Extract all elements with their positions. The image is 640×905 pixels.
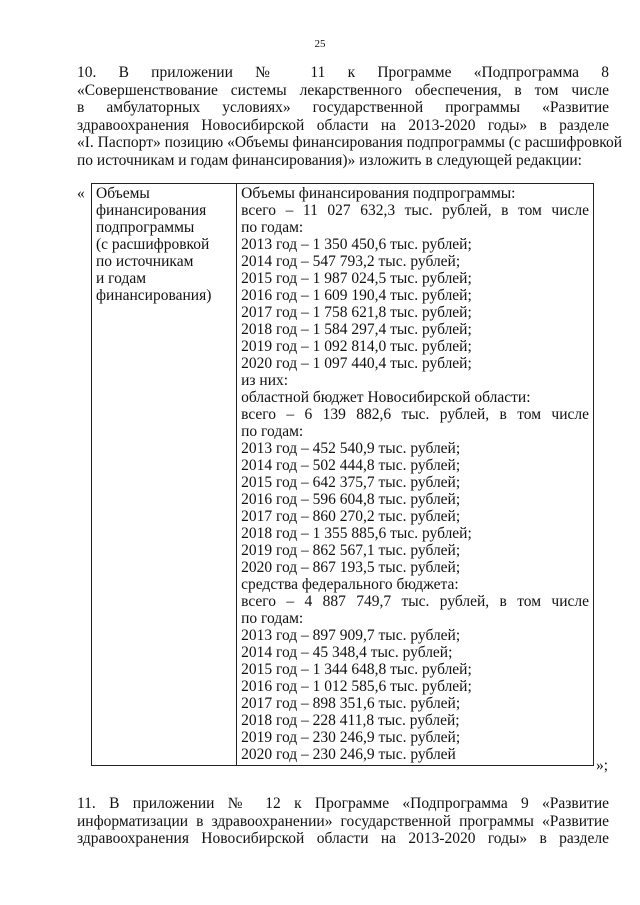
value-line: 2020 год – 230 246,9 тыс. рублей xyxy=(241,746,456,763)
value-line: средства федерального бюджета: xyxy=(241,576,459,593)
value-line: 2019 год – 862 567,1 тыс. рублей; xyxy=(241,542,461,559)
value-line: 2017 год – 1 758 621,8 тыс. рублей; xyxy=(241,304,472,321)
value-line: всего – 6 139 882,6 тыс. рублей, в том числе xyxy=(241,406,589,423)
value-line: 2013 год – 452 540,9 тыс. рублей; xyxy=(241,440,461,457)
paragraph-11 xyxy=(77,795,609,848)
value-line: 2014 год – 45 348,4 тыс. рублей; xyxy=(241,644,453,661)
value-line: 2014 год – 547 793,2 тыс. рублей; xyxy=(241,253,461,270)
value-line: 2020 год – 1 097 440,4 тыс. рублей; xyxy=(241,355,472,372)
value-line: 2020 год – 867 193,5 тыс. рублей; xyxy=(241,559,461,576)
value-line: по годам: xyxy=(241,219,304,236)
passport-table xyxy=(91,183,594,766)
value-line: Объемы финансирования подпрограммы: xyxy=(241,185,516,202)
value-line: 2015 год – 1 987 024,5 тыс. рублей; xyxy=(241,270,472,287)
paragraph-line: по источникам и годам финансирования)» изложить в следующей редакции: xyxy=(77,151,582,169)
value-line: 2018 год – 228 411,8 тыс. рублей; xyxy=(241,712,460,729)
label-line: (с расшифровкой xyxy=(96,236,210,253)
label-line: финансирования xyxy=(96,202,207,219)
quote-close: »; xyxy=(596,757,609,774)
label-line: Объемы xyxy=(96,185,150,202)
value-line: 2016 год – 596 604,8 тыс. рублей; xyxy=(241,491,461,508)
page-number: 25 xyxy=(314,38,326,50)
value-line: 2015 год – 642 375,7 тыс. рублей; xyxy=(241,474,461,491)
label-line: подпрограммы xyxy=(96,219,195,236)
label-line: финансирования) xyxy=(96,287,212,304)
paragraph-line: 10. В приложении № 11 к Программе «Подпрограмма 8 xyxy=(77,64,609,81)
paragraph-line: «I. Паспорт» позицию «Объемы финансирования подпрограммы (с расшифровкой xyxy=(77,134,623,152)
table-row xyxy=(92,184,594,766)
value-line: 2013 год – 1 350 450,6 тыс. рублей; xyxy=(241,236,472,253)
value-line: 2019 год – 230 246,9 тыс. рублей; xyxy=(241,729,461,746)
paragraph-line: здравоохранения Новосибирской области на 2013-2020 годы» в разделе xyxy=(77,116,609,134)
financing-label-cell xyxy=(92,184,237,766)
value-line: из них: xyxy=(241,372,289,389)
paragraph-10 xyxy=(77,64,623,170)
financing-value-cell xyxy=(237,184,594,766)
value-line: 2013 год – 897 909,7 тыс. рублей; xyxy=(241,627,461,644)
quote-open: « xyxy=(77,185,85,202)
value-line: по годам: xyxy=(241,610,304,627)
paragraph-line: «Совершенствование системы лекарственного обеспечения, в том числе xyxy=(77,81,609,99)
value-line: 2016 год – 1 012 585,6 тыс. рублей; xyxy=(241,678,472,695)
value-line: по годам: xyxy=(241,423,304,440)
value-line: 2018 год – 1 584 297,4 тыс. рублей; xyxy=(241,321,472,338)
value-line: 2014 год – 502 444,8 тыс. рублей; xyxy=(241,457,461,474)
value-line: 2017 год – 898 351,6 тыс. рублей; xyxy=(241,695,461,712)
paragraph-line: 11. В приложении № 12 к Программе «Подпрограмма 9 «Развитие xyxy=(77,795,609,812)
value-line: 2019 год – 1 092 814,0 тыс. рублей; xyxy=(241,338,472,355)
value-line: всего – 4 887 749,7 тыс. рублей, в том числе xyxy=(241,593,589,610)
paragraph-line: здравоохранения Новосибирской области на 2013-2020 годы» в разделе xyxy=(77,830,609,848)
value-line: 2018 год – 1 355 885,6 тыс. рублей; xyxy=(241,525,472,542)
label-line: по источникам xyxy=(96,253,194,270)
value-line: 2017 год – 860 270,2 тыс. рублей; xyxy=(241,508,461,525)
value-line: всего – 11 027 632,3 тыс. рублей, в том числе xyxy=(241,202,589,219)
value-line: 2015 год – 1 344 648,8 тыс. рублей; xyxy=(241,661,472,678)
value-line: областной бюджет Новосибирской области: xyxy=(241,389,531,406)
value-line: 2016 год – 1 609 190,4 тыс. рублей; xyxy=(241,287,472,304)
paragraph-line: в амбулаторных условиях» государственной программы «Развитие xyxy=(77,99,609,117)
label-line: и годам xyxy=(96,270,147,287)
paragraph-line: информатизации в здравоохранении» государственной программы «Развитие xyxy=(77,812,609,830)
